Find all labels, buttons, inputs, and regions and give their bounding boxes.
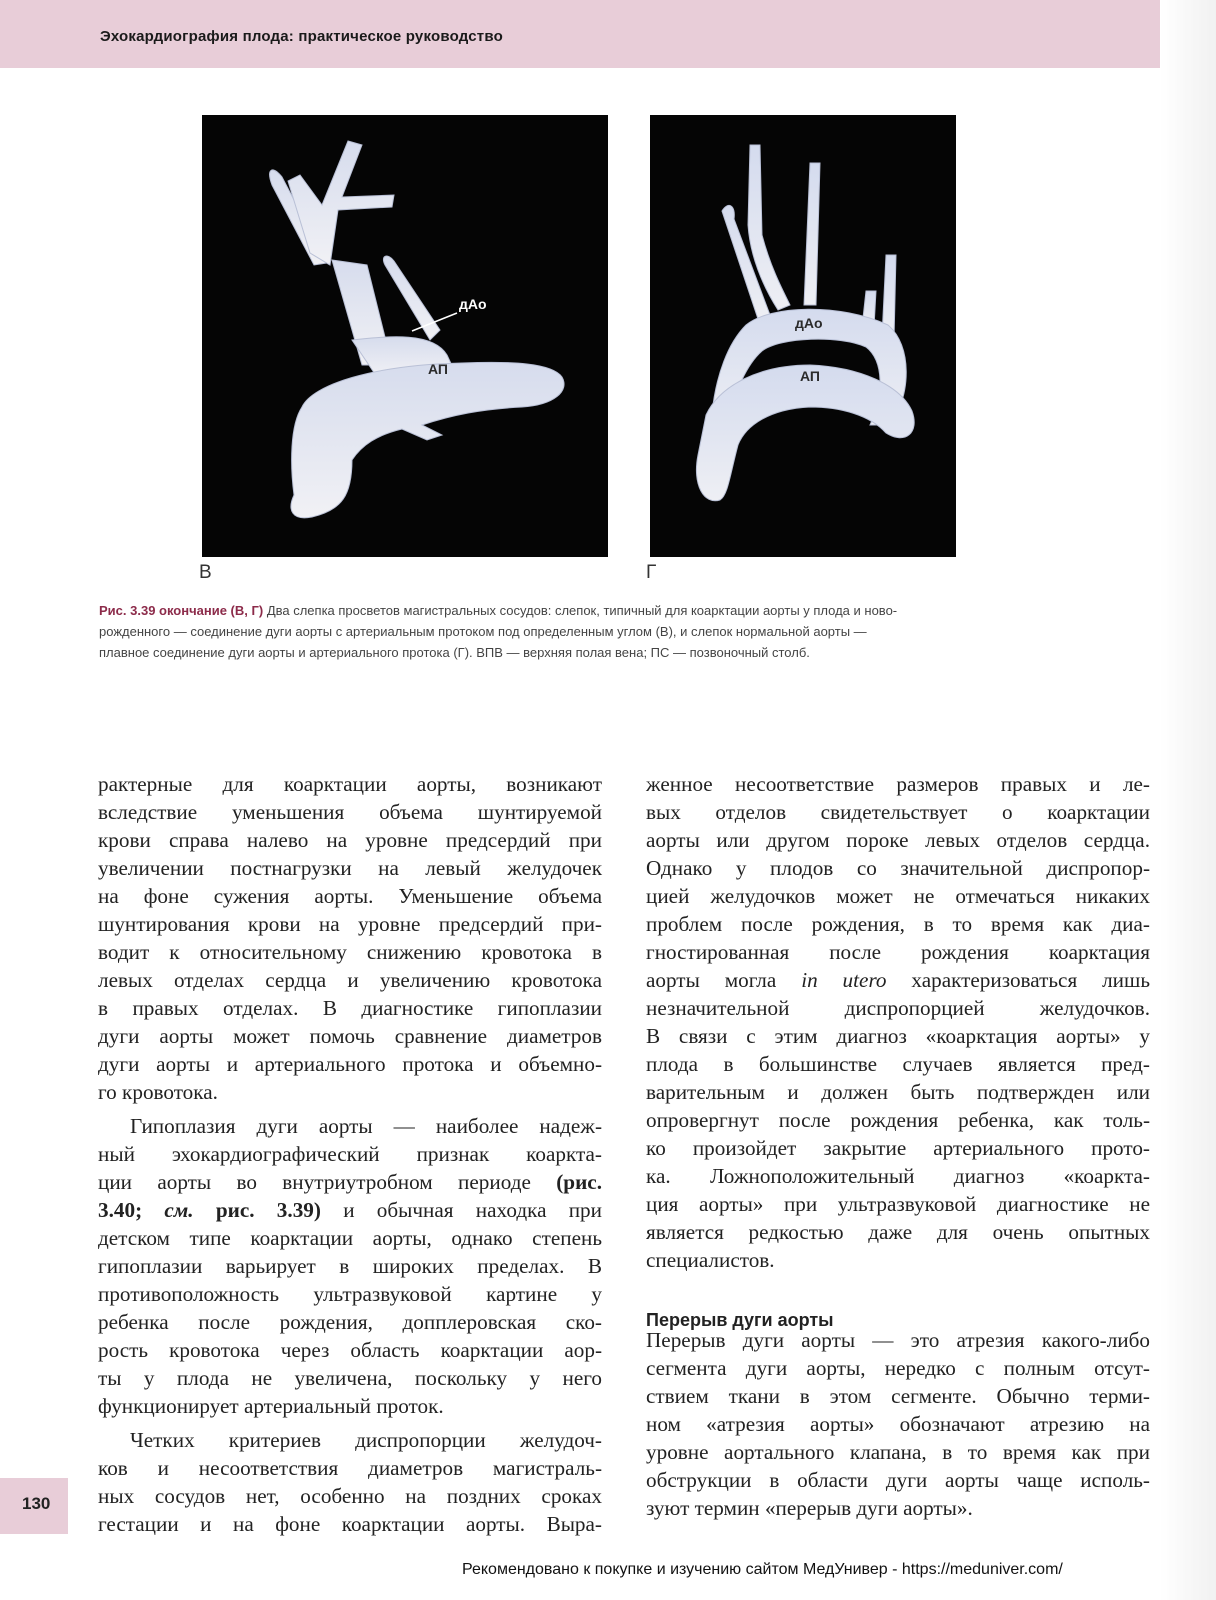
text-line: ный эхокардиографический признак коаркта- — [98, 1142, 602, 1166]
text-line: аорты или другом пороке левых отделов сердца. — [646, 828, 1150, 852]
text-line: ном «атрезия аорты» обозначают атрезию на — [646, 1412, 1150, 1436]
caption-prefix: Рис. 3.39 окончание (В, Г) — [99, 603, 264, 618]
text-line: зуют термин «перерыв дуги аорты». — [646, 1496, 973, 1520]
text-line: рость кровотока через область коарктации аор- — [98, 1338, 602, 1362]
text-line: обструкции в области дуги аорты чаще исполь- — [646, 1468, 1150, 1492]
text-line: ных сосудов нет, особенно на поздних сроках — [98, 1484, 602, 1508]
text-line: сегмента дуги аорты, нередко с полным отсут- — [646, 1356, 1150, 1380]
text-line: водит к относительному снижению кровотока в — [98, 940, 602, 964]
text-line: ребенка после рождения, допплеровская ско- — [98, 1310, 602, 1334]
caption-line: плавное соединение дуги аорты и артериального протока (Г). ВПВ — верхняя полая вена; ПС — позвоночный столб. — [99, 645, 810, 660]
right-text-column — [646, 770, 1150, 1522]
text-line: Однако у плодов со значительной диспропор- — [646, 856, 1150, 880]
text-line: 3.40; см. рис. 3.39) и обычная находка при — [98, 1198, 602, 1222]
page-number-box — [0, 1478, 68, 1534]
text-line: гностированная после рождения коарктация — [646, 940, 1150, 964]
figure-cast-g — [650, 115, 956, 557]
label-dao: дАо — [795, 315, 823, 331]
figure-caption — [99, 600, 1159, 663]
page-number: 130 — [22, 1494, 51, 1513]
text-line: цией желудочков может не отмечаться никаких — [646, 884, 1150, 908]
text-line: гестации и на фоне коарктации аорты. Выра- — [98, 1512, 602, 1536]
text-line: функционирует артериальный проток. — [98, 1394, 444, 1418]
caption-line: Рис. 3.39 окончание (В, Г) Два слепка просветов магистральных сосудов: слепок, типичный для коарктации аорты у плода и ново- — [99, 603, 898, 618]
text-line: на фоне сужения аорты. Уменьшение объема — [98, 884, 602, 908]
text-line: вых отделов свидетельствует о коарктации — [646, 800, 1150, 824]
figure-letter-v: В — [199, 562, 212, 583]
text-line: Гипоплазия дуги аорты — наиболее надеж- — [130, 1114, 602, 1138]
text-line: увеличении постнагрузки на левый желудочек — [98, 856, 602, 880]
cast-coarctation-image — [202, 115, 608, 557]
text-line: уровне аортального клапана, в то время как при — [646, 1440, 1150, 1464]
text-line: незначительной диспропорцией желудочков. — [646, 996, 1150, 1020]
label-ap: АП — [800, 368, 820, 384]
text-line: ция аорты» при ультразвуковой диагностике не — [646, 1192, 1150, 1216]
text-line: вследствие уменьшения объема шунтируемой — [98, 800, 602, 824]
page-edge — [1160, 0, 1216, 1600]
text-line: ции аорты во внутриутробном периоде (рис. — [98, 1170, 602, 1194]
text-line: го кровотока. — [98, 1080, 218, 1104]
left-text-column — [98, 770, 602, 1538]
text-line: Четких критериев диспропорции желудоч- — [130, 1428, 602, 1452]
text-line: противоположность ультразвуковой картине у — [98, 1282, 602, 1306]
text-line: дуги аорты и артериального протока и объемно- — [98, 1052, 602, 1076]
text-line: проблем после рождения, в то время как диа- — [646, 912, 1150, 936]
text-line: дуги аорты может помочь сравнение диаметров — [98, 1024, 602, 1048]
figure-reference: (рис. — [556, 1170, 602, 1194]
text-line: ствием ткани в этом сегменте. Обычно терми- — [646, 1384, 1150, 1408]
text-line: женное несоответствие размеров правых и ле- — [646, 772, 1150, 796]
text-line: опровергнут после рождения ребенка, как толь- — [646, 1108, 1150, 1132]
figure-reference: 3.40; см. рис. 3.39) — [98, 1198, 321, 1222]
text-line: плода в большинстве случаев является пред- — [646, 1052, 1150, 1076]
text-line: крови справа налево на уровне предсердий при — [98, 828, 602, 852]
text-line: детском типе коарктации аорты, однако степень — [98, 1226, 602, 1250]
text-line: ка. Ложноположительный диагноз «коаркта- — [646, 1164, 1150, 1188]
text-line: ков и несоответствия диаметров магистраль- — [98, 1456, 602, 1480]
text-line: в правых отделах. В диагностике гипоплазии — [98, 996, 602, 1020]
latin-term: in utero — [801, 968, 887, 992]
figure-letter-g: Г — [646, 562, 657, 583]
text-line: ко произойдет закрытие артериального прото- — [646, 1136, 1150, 1160]
running-header: Эхокардиография плода: практическое руководство — [100, 28, 503, 45]
text-line: гипоплазии варьирует в широких пределах. В — [98, 1254, 602, 1278]
cast-normal-image — [650, 115, 956, 557]
footer-note: Рекомендовано к покупке и изучению сайтом МедУнивер - https://meduniver.com/ — [462, 1561, 1063, 1578]
text-line: левых отделах сердца и увеличению кровотока — [98, 968, 602, 992]
text-line: В связи с этим диагноз «коарктация аорты» у — [646, 1024, 1150, 1048]
text-line: варительным и должен быть подтвержден или — [646, 1080, 1150, 1104]
text-line: является редкостью даже для очень опытных — [646, 1220, 1150, 1244]
figure-cast-v — [202, 115, 608, 557]
text-line: шунтирования крови на уровне предсердий при- — [98, 912, 602, 936]
text-line: специалистов. — [646, 1248, 775, 1272]
label-dao: дАо — [459, 296, 487, 312]
text-line: аорты могла in utero характеризоваться лишь — [646, 968, 1150, 992]
section-heading: Перерыв дуги аорты — [646, 1310, 834, 1330]
label-ap: АП — [428, 361, 448, 377]
caption-line: рожденного — соединение дуги аорты с артериальным протоком под определенным углом (В), и слепок нормальной аорты — — [99, 624, 867, 639]
text-line: ты у плода не увеличена, поскольку у него — [98, 1366, 602, 1390]
text-line: рактерные для коарктации аорты, возникают — [98, 772, 602, 796]
text-line: Перерыв дуги аорты — это атрезия какого-либо — [646, 1328, 1150, 1352]
header-band — [0, 0, 1160, 68]
